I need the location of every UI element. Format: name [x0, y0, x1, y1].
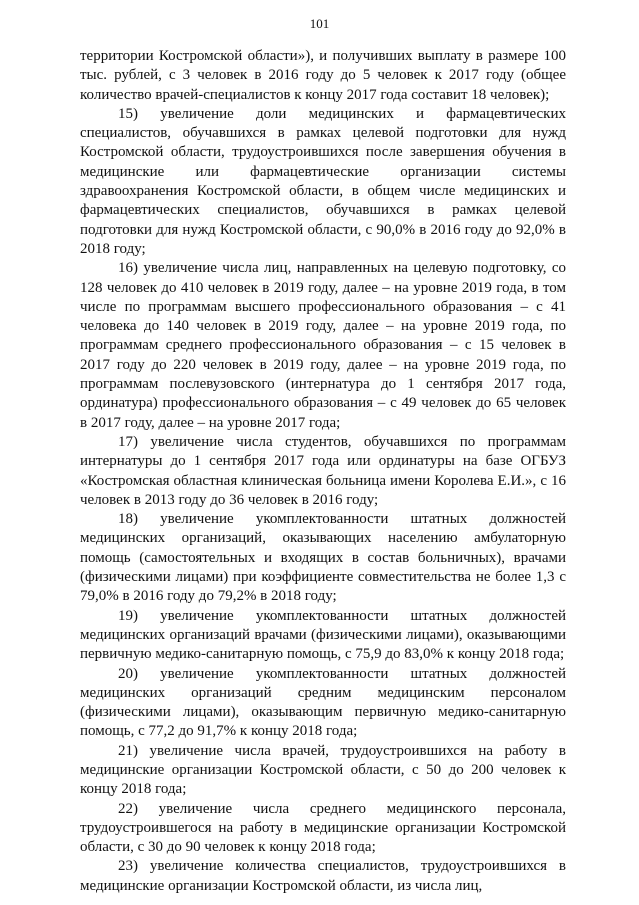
paragraph-item-23: 23) увеличение количества специалистов, трудоустроившихся в медицинские организации Костромской области, из числа лиц, — [80, 858, 566, 894]
page-number: 101 — [309, 16, 330, 31]
paragraph-item-16: 16) увеличение числа лиц, направленных на целевую подготовку, со 128 человек до 410 человек в 2019 году, далее – на уровне 2019 года, в том числе по программам высшего профессионального образования – с 41 человека до 140 человек в 2019 году, далее – на уровне 2019 года, по программам среднего профессионального образования – с 15 человек в 2017 году до 220 человек в 2019 году, далее – на уровне 2019 года, по программам послевузовского (интернатура до 1 сентября 2017 года, ординатура) профессионального образования – с 49 человек до 65 человек в 2017 году, далее – на уровне 2017 года; — [80, 260, 566, 431]
paragraph-item-21: 21) увеличение числа врачей, трудоустроившихся на работу в медицинские организации Костромской области, с 50 до 200 человек к концу 2018 года; — [80, 742, 566, 798]
paragraph-item-17: 17) увеличение числа студентов, обучавшихся по программам интернатуры до 1 сентября 2017 года или ординатуры на базе ОГБУЗ «Костромская областная клиническая больница имени Королева Е.И.», с 16 человек в 2013 году до 36 человек в 2016 году; — [80, 433, 566, 508]
paragraph-item-22: 22) увеличение числа среднего медицинского персонала, трудоустроившегося на работу в медицинские организации Костромской области, с 30 до 90 человек к концу 2018 года; — [80, 800, 566, 856]
paragraph-item-19: 19) увеличение укомплектованности штатных должностей медицинских организаций врачами (физическими лицами), оказывающими первичную медико-санитарную помощь, с 75,9 до 83,0% к концу 2018 года; — [80, 607, 566, 663]
paragraph-continuation: территории Костромской области»), и получивших выплату в размере 100 тыс. рублей, с 3 человек в 2016 году до 5 человек к 2017 году (общее количество врачей-специалистов к концу 2017 года составит 18 человек); — [80, 48, 566, 103]
paragraph-item-20: 20) увеличение укомплектованности штатных должностей медицинских организаций средним медицинским персоналом (физическими лицами), оказывающим первичную медико-санитарную помощь, с 77,2 до 91,7% к концу 2018 года; — [80, 665, 566, 740]
paragraph-item-15: 15) увеличение доли медицинских и фармацевтических специалистов, обучавшихся в рамках целевой подготовки для нужд Костромской области, трудоустроившихся после завершения обучения в медицинские или фармацевтические организации системы здравоохранения Костромской области, в общем числе медицинских и фармацевтических специалистов, обучавшихся в рамках целевой подготовки для нужд Костромской области, с 90,0% в 2016 году до 92,0% в 2018 году; — [80, 105, 566, 257]
paragraph-item-18: 18) увеличение укомплектованности штатных должностей медицинских организаций, оказывающих населению амбулаторную помощь (самостоятельных и входящих в состав больничных), врачами (физическими лицами) при коэффициенте совместительства не более 1,3 с 79,0% в 2016 году до 79,2% в 2018 году; — [80, 511, 566, 605]
document-body — [80, 47, 566, 896]
